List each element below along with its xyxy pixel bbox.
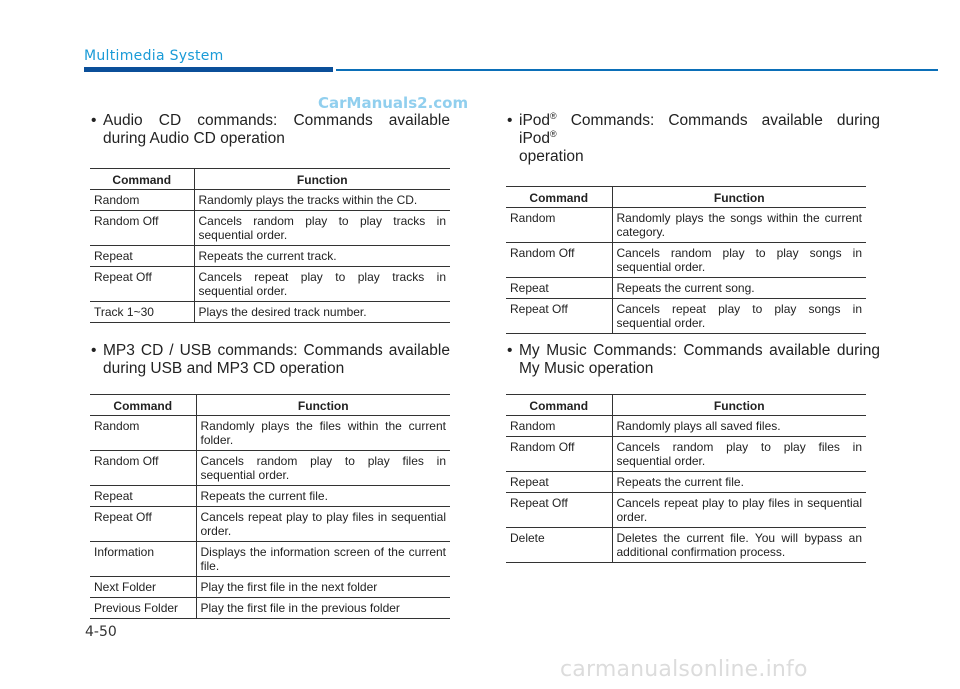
function-cell: Randomly plays the songs within the current category.: [612, 208, 866, 243]
my-music-table: [506, 394, 866, 563]
table-row: [90, 486, 450, 507]
command-cell: Repeat: [506, 472, 612, 493]
command-cell: Random: [506, 208, 612, 243]
function-cell: Cancels random play to play tracks in sequential order.: [194, 211, 450, 246]
watermark-bottom: carmanualsonline.info: [560, 657, 808, 682]
table-row: [506, 493, 866, 528]
function-cell: Cancels repeat play to play files in sequential order.: [612, 493, 866, 528]
command-cell: Information: [90, 542, 196, 577]
function-cell: Randomly plays all saved files.: [612, 416, 866, 437]
ipod-section: [500, 112, 880, 334]
table-row: [90, 416, 450, 451]
table-row: [90, 451, 450, 486]
table-row: [506, 416, 866, 437]
table-row: [90, 542, 450, 577]
table-row: [90, 302, 450, 323]
command-cell: Random: [90, 190, 194, 211]
function-cell: Cancels random play to play files in sequential order.: [196, 451, 450, 486]
section-header-title: Multimedia System: [84, 48, 224, 64]
table-row: [506, 472, 866, 493]
table-row: [506, 528, 866, 563]
table-row: [506, 208, 866, 243]
page-number: 4-50: [85, 624, 117, 640]
my-music-intro: • My Music Commands: Commands available during My Music operation: [507, 342, 880, 377]
mp3-usb-section: [84, 342, 450, 619]
function-cell: Cancels repeat play to play songs in sequential order.: [612, 299, 866, 334]
column-header-function: Function: [194, 169, 450, 190]
audio-cd-table-body: [90, 190, 450, 323]
bullet-dot: •: [91, 112, 97, 129]
function-cell: Cancels random play to play songs in sequential order.: [612, 243, 866, 278]
audio-cd-section: [84, 112, 450, 323]
mp3-usb-table-body: [90, 416, 450, 619]
table-row: [90, 211, 450, 246]
audio-cd-intro: • Audio CD commands: Commands available during Audio CD operation: [91, 112, 450, 147]
table-header-row: [90, 395, 450, 416]
function-cell: Cancels repeat play to play files in sequential order.: [196, 507, 450, 542]
function-cell: Cancels random play to play files in sequential order.: [612, 437, 866, 472]
ipod-table-body: [506, 208, 866, 334]
column-header-command: Command: [506, 395, 612, 416]
bullet-dot: •: [507, 112, 513, 129]
table-row: [90, 598, 450, 619]
command-cell: Repeat: [506, 278, 612, 299]
command-cell: Random: [506, 416, 612, 437]
table-header-row: [506, 187, 866, 208]
registered-mark: ®: [550, 110, 557, 121]
function-cell: Randomly plays the tracks within the CD.: [194, 190, 450, 211]
function-cell: Plays the desired track number.: [194, 302, 450, 323]
command-cell: Repeat Off: [506, 493, 612, 528]
mp3-usb-table: [90, 394, 450, 619]
function-cell: Repeats the current track.: [194, 246, 450, 267]
table-row: [90, 507, 450, 542]
table-row: [90, 577, 450, 598]
table-row: [506, 437, 866, 472]
function-cell: Deletes the current file. You will bypass an additional confirmation process.: [612, 528, 866, 563]
table-row: [90, 267, 450, 302]
function-cell: Cancels repeat play to play tracks in sequential order.: [194, 267, 450, 302]
function-cell: Play the first file in the next folder: [196, 577, 450, 598]
header-bar-light: [336, 69, 938, 71]
header-bar-dark: [84, 67, 333, 72]
table-header-row: [90, 169, 450, 190]
table-row: [506, 299, 866, 334]
column-header-function: Function: [196, 395, 450, 416]
command-cell: Random Off: [90, 451, 196, 486]
function-cell: Repeats the current file.: [196, 486, 450, 507]
command-cell: Repeat: [90, 246, 194, 267]
command-cell: Previous Folder: [90, 598, 196, 619]
command-cell: Delete: [506, 528, 612, 563]
column-header-function: Function: [612, 187, 866, 208]
column-header-command: Command: [506, 187, 612, 208]
mp3-usb-intro: • MP3 CD / USB commands: Commands available during USB and MP3 CD operation: [91, 342, 450, 377]
table-row: [90, 190, 450, 211]
column-header-function: Function: [612, 395, 866, 416]
function-cell: Repeats the current file.: [612, 472, 866, 493]
command-cell: Random Off: [90, 211, 194, 246]
ipod-table: [506, 186, 866, 334]
function-cell: Repeats the current song.: [612, 278, 866, 299]
command-cell: Repeat Off: [90, 267, 194, 302]
audio-cd-table: [90, 168, 450, 323]
function-cell: Randomly plays the files within the current folder.: [196, 416, 450, 451]
command-cell: Random Off: [506, 437, 612, 472]
table-row: [506, 243, 866, 278]
command-cell: Repeat: [90, 486, 196, 507]
table-row: [506, 278, 866, 299]
function-cell: Displays the information screen of the current file.: [196, 542, 450, 577]
bullet-dot: •: [507, 342, 513, 359]
table-row: [90, 246, 450, 267]
command-cell: Repeat Off: [90, 507, 196, 542]
command-cell: Random Off: [506, 243, 612, 278]
command-cell: Repeat Off: [506, 299, 612, 334]
function-cell: Play the first file in the previous folder: [196, 598, 450, 619]
command-cell: Track 1~30: [90, 302, 194, 323]
registered-mark: ®: [550, 128, 557, 139]
ipod-intro: • iPod® Commands: Commands available during iPod® operation: [507, 110, 880, 165]
my-music-table-body: [506, 416, 866, 563]
command-cell: Random: [90, 416, 196, 451]
my-music-section: [500, 342, 880, 563]
bullet-dot: •: [91, 342, 97, 359]
column-header-command: Command: [90, 169, 194, 190]
table-header-row: [506, 395, 866, 416]
command-cell: Next Folder: [90, 577, 196, 598]
watermark-top: CarManuals2.com: [318, 94, 469, 112]
column-header-command: Command: [90, 395, 196, 416]
